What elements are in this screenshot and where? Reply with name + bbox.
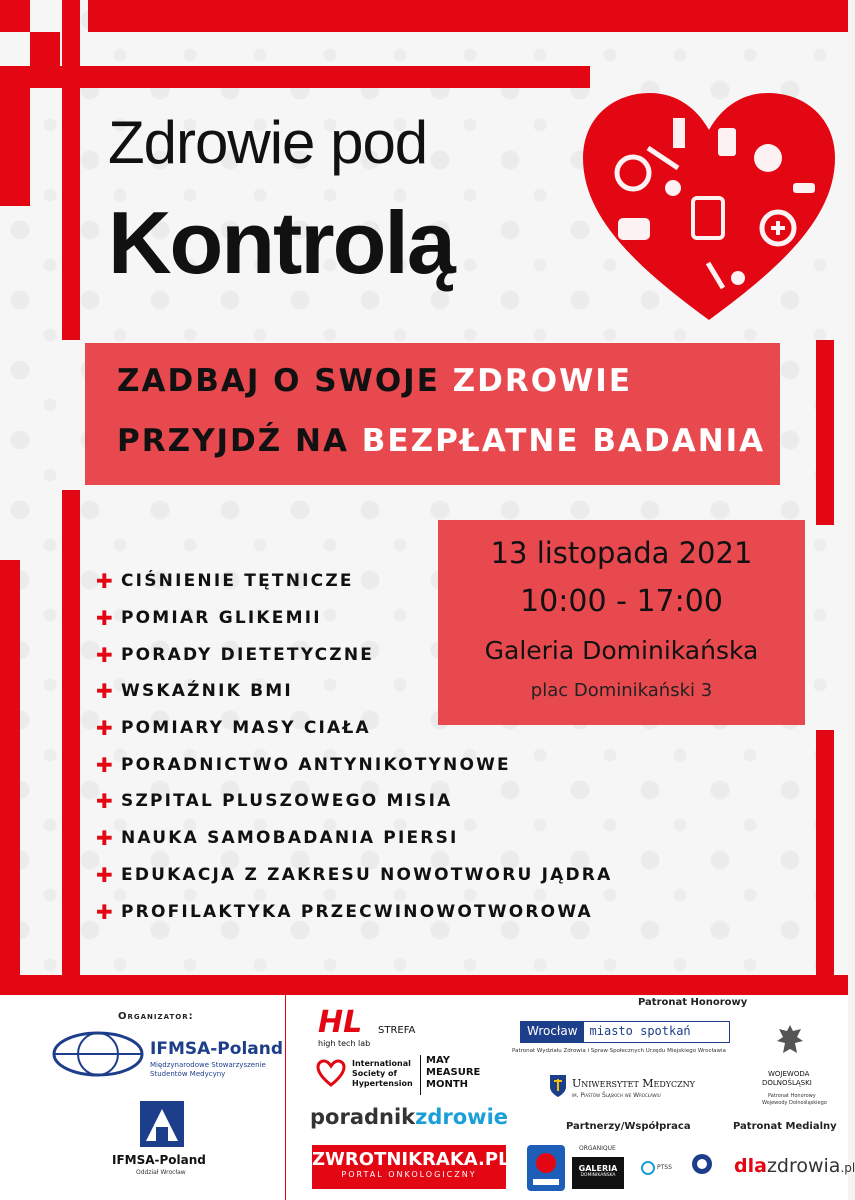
banner-line-1 xyxy=(117,363,632,399)
htl-sub: high tech lab xyxy=(318,1039,371,1048)
mmm-line-2: MEASURE xyxy=(426,1067,481,1078)
zdrowie-text: zdrowie xyxy=(415,1105,509,1129)
banner-line-2 xyxy=(117,423,765,459)
dlazdrowia-logo xyxy=(734,1155,855,1177)
ifmsa-logo-name: IFMSA-Poland xyxy=(150,1039,284,1059)
dlazdrowia-c: .pl xyxy=(840,1161,855,1175)
ptss-circle-icon xyxy=(640,1160,656,1176)
mmm-divider xyxy=(420,1055,421,1095)
ifmsa-branch-sub: Oddział Wrocław xyxy=(136,1169,186,1176)
zwrotnikraka-sub: PORTAL ONKOLOGICZNY xyxy=(341,1170,477,1179)
frame-top-bar xyxy=(88,0,848,32)
title-line-1: Zdrowie pod xyxy=(108,109,428,176)
htl-strefa: STREFA xyxy=(378,1025,416,1036)
list-item xyxy=(96,600,612,637)
organizer-label: Organizator: xyxy=(118,1011,194,1022)
umed-sub: im. Piastów Śląskich we Wrocławiu xyxy=(572,1092,661,1099)
plus-icon: ✚ xyxy=(96,789,115,814)
mmm-line-3: MONTH xyxy=(426,1079,469,1090)
partners-label: Partnerzy/Współpraca xyxy=(566,1121,691,1132)
poradnik-zdrowie-logo xyxy=(310,1105,508,1129)
wroclaw-logo-right: miasto spotkań xyxy=(589,1024,691,1038)
ish-line-1: International xyxy=(352,1059,411,1068)
dlazdrowia-a: dla xyxy=(734,1155,767,1177)
plus-icon: ✚ xyxy=(96,899,115,924)
ish-line-3: Hypertension xyxy=(352,1079,413,1088)
plus-icon: ✚ xyxy=(96,716,115,741)
services-list xyxy=(96,563,612,930)
frame-left-edge xyxy=(0,560,20,990)
poradnik-text: poradnik xyxy=(310,1105,416,1129)
galeria-dominikanska-logo xyxy=(572,1157,624,1189)
frame-left-square xyxy=(0,0,30,32)
patronat-honorowy-label: Patronat Honorowy xyxy=(638,997,748,1008)
media-patronage-label: Patronat Medialny xyxy=(733,1121,837,1132)
ptss-label: PTSS xyxy=(657,1164,672,1171)
dlazdrowia-b: zdrowia xyxy=(766,1155,841,1177)
ifmsa-branch-name: IFMSA-Poland xyxy=(112,1153,206,1167)
plus-icon: ✚ xyxy=(96,606,115,631)
eagle-emblem-icon xyxy=(775,1023,805,1063)
ish-heart-icon xyxy=(316,1059,346,1087)
umed-name: Uniwersytet Medyczny xyxy=(572,1077,695,1090)
frame-right-bar-2 xyxy=(816,730,834,980)
service-label: EDUKACJA Z ZAKRESU NOWOTWORU JĄDRA xyxy=(121,864,613,885)
service-label: PORADNICTWO ANTYNIKOTYNOWE xyxy=(121,754,511,775)
kids-hospital-logo-icon xyxy=(527,1145,565,1191)
service-label: WSKAŹNIK BMI xyxy=(121,681,293,702)
umed-crest-icon xyxy=(548,1073,568,1099)
frame-left-bar xyxy=(0,66,30,206)
headline-banner xyxy=(85,343,780,485)
wroclaw-logo-left: Wrocław xyxy=(521,1022,584,1042)
list-item xyxy=(96,857,612,894)
frame-right-bar xyxy=(816,340,834,525)
wojewoda-caption-1: Patronat Honorowy xyxy=(768,1093,816,1099)
plus-icon: ✚ xyxy=(96,862,115,887)
frame-bottom-right xyxy=(834,980,848,995)
service-label: POMIAR GLIKEMII xyxy=(121,608,322,629)
list-item xyxy=(96,563,612,600)
event-place: Galeria Dominikańska xyxy=(484,636,759,665)
zwrotnikraka-title: ZWROTNIKRAKA.PL xyxy=(312,1149,510,1170)
wroclaw-caption: Patronat Wydziału Zdrowia i Spraw Społecznych Urzędu Miejskiego Wrocławia xyxy=(512,1048,726,1054)
frame-bottom-bar xyxy=(0,975,848,995)
banner-line-2-highlight: BEZPŁATNE BADANIA xyxy=(361,423,766,459)
htl-logo: HL xyxy=(318,1005,363,1040)
service-label: NAUKA SAMOBADANIA PIERSI xyxy=(121,828,459,849)
ifmsa-logo-sub1: Międzynarodowe Stowarzyszenie xyxy=(150,1061,266,1069)
frame-left-square-2 xyxy=(30,32,60,66)
plus-icon: ✚ xyxy=(96,826,115,851)
wojewoda-caption-2: Wojewody Dolnośląskiego xyxy=(762,1100,827,1106)
sponsors-footer xyxy=(0,995,855,1200)
list-item xyxy=(96,673,612,710)
frame-top-bar-2 xyxy=(30,66,590,88)
service-label: PROFILAKTYKA PRZECWINOWOTWOROWA xyxy=(121,901,593,922)
list-item xyxy=(96,746,612,783)
wojewoda-title-2: DOLNOŚLĄSKI xyxy=(762,1079,812,1087)
ifmsa-round-icon xyxy=(690,1152,714,1176)
service-label: PORADY DIETETYCZNE xyxy=(121,644,375,665)
service-label: CIŚNIENIE TĘTNICZE xyxy=(121,571,354,592)
service-label: SZPITAL PLUSZOWEGO MISIA xyxy=(121,791,453,812)
galeria-logo-line-2: DOMINIKAŃSKA xyxy=(580,1173,616,1178)
event-time: 10:00 - 17:00 xyxy=(520,584,723,619)
banner-line-1-text: ZADBAJ O SWOJE xyxy=(117,363,453,399)
list-item xyxy=(96,820,612,857)
ifmsa-branch-icon xyxy=(140,1101,184,1147)
ifmsa-globe-icon xyxy=(52,1031,144,1077)
frame-vertical-bar-2 xyxy=(62,490,80,990)
title-line-2: Kontrolą xyxy=(108,193,454,292)
list-item xyxy=(96,636,612,673)
zwrotnikraka-logo xyxy=(312,1145,510,1189)
ish-line-2: Society of xyxy=(352,1069,397,1078)
ifmsa-logo-sub2: Studentów Medycyny xyxy=(150,1070,226,1078)
list-item xyxy=(96,783,612,820)
plus-icon: ✚ xyxy=(96,679,115,704)
plus-icon: ✚ xyxy=(96,752,115,777)
frame-vertical-bar-1 xyxy=(62,0,80,340)
organique-label: ORGANIQUE xyxy=(579,1145,616,1152)
list-item xyxy=(96,893,612,930)
service-label: POMIARY MASY CIAŁA xyxy=(121,718,371,739)
plus-icon: ✚ xyxy=(96,569,115,594)
galeria-logo-line-1: GALERIA xyxy=(578,1164,618,1173)
heart-illustration xyxy=(578,88,840,328)
plus-icon: ✚ xyxy=(96,642,115,667)
wojewoda-title-1: WOJEWODA xyxy=(768,1070,810,1078)
banner-line-1-highlight: ZDROWIE xyxy=(452,363,633,399)
wroclaw-logo xyxy=(520,1021,730,1043)
list-item xyxy=(96,710,612,747)
footer-divider xyxy=(285,995,286,1200)
mmm-line-1: MAY xyxy=(426,1055,450,1066)
banner-line-2-text: PRZYJDŹ NA xyxy=(117,423,362,459)
event-date: 13 listopada 2021 xyxy=(490,536,753,570)
event-address: plac Dominikański 3 xyxy=(530,680,713,701)
